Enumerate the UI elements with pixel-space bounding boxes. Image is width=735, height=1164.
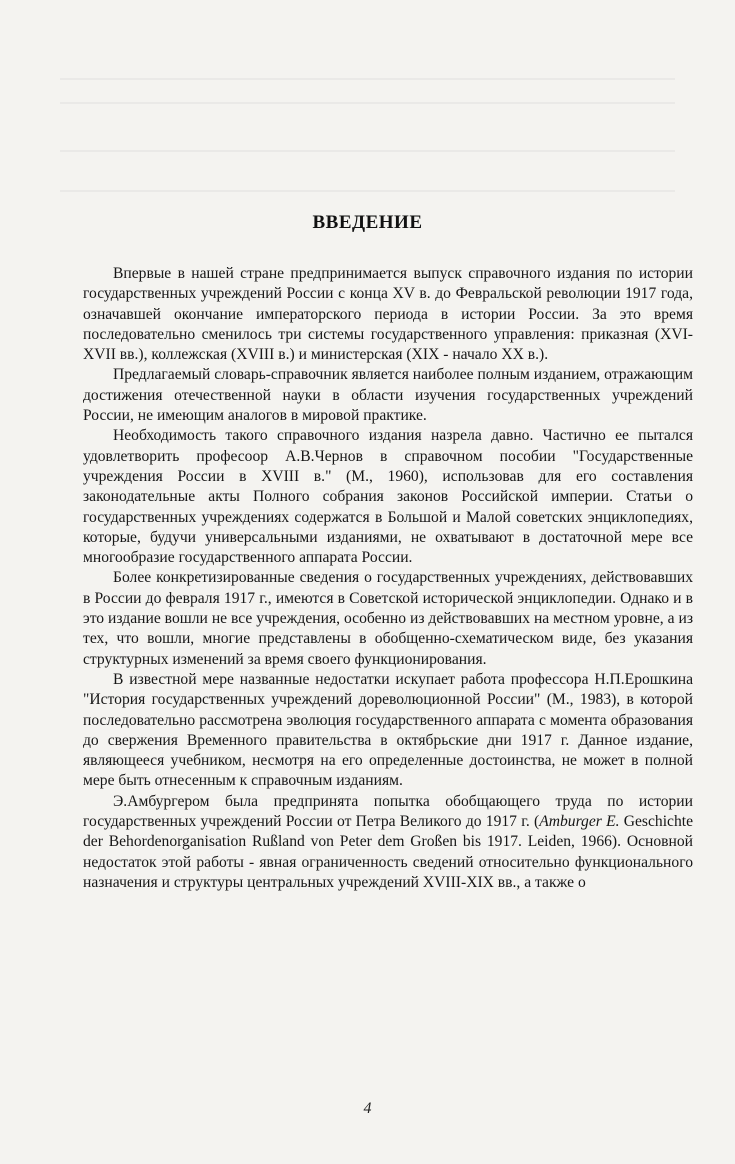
bleed-through-line xyxy=(60,102,675,104)
page-title: ВВЕДЕНИЕ xyxy=(312,212,423,233)
paragraph: Предлагаемый словарь-справочник является наиболее полным изданием, отражающим достижения отечественной науки в области изучения государственных учреждений России, не имеющим аналогов в мировой практике. xyxy=(83,366,693,425)
author-citation: Amburger E. xyxy=(539,813,620,831)
paragraph: Более конкретизированные сведения о государственных учреждениях, действовавших в России до февраля 1917 г., имеются в Советской исторической энциклопедии. Однако и в это издание вошли не все учреждения, особенно из действовавших на местном уровне, а из тех, что вошли, многие представлены в обобщенно-схематическом виде, без указания структурных изменений за время своего функционирования. xyxy=(83,569,693,668)
paragraph-text: Geschichte der Behordenorganisation Rußland von Peter dem Großen bis 1917. Leiden, 1966). Основной недостаток этой работы - явная ограниченность сведений относительно функционального назначения и структуры центральных учреждений XVIII-XIX вв., а также о xyxy=(83,813,694,891)
bleed-through-line xyxy=(60,150,675,152)
paragraph: В известной мере названные недостатки искупает работа профессора Н.П.Ерошкина "История государственных учреждений дореволюционной России" (М., 1983), в которой последовательно рассмотрена эволюция государственного аппарата с момента образования до свержения Временного правительства в октябрьские дни 1917 г. Данное издание, являющееся учебником, несмотря на его определенные достоинства, не может в полной мере быть отнесенным к справочным изданиям. xyxy=(83,670,693,790)
page-number: 4 xyxy=(363,1100,372,1117)
paragraph-amburger xyxy=(83,792,693,893)
body-text xyxy=(83,264,693,893)
bleed-through-line xyxy=(60,78,675,80)
bleed-through-line xyxy=(60,190,675,192)
paragraph-text: Э.Амбургером была предпринята попытка обобщающего труда по истории государственных учреждений России от Петра Великого до 1917 г. ( xyxy=(83,792,693,831)
paragraph: Необходимость такого справочного издания назрела давно. Частично ее пытался удовлетворить професоор А.В.Чернов в справочном пособии "Государственные учреждения России в XVIII в." (М., 1960), использовав для его составления законодательные акты Полного собрания законов Российской империи. Статьи о государственных учреждениях содержатся в Большой и Малой советских энциклопедиях, которые, будучи универсальными изданиями, не охватывают в достаточной мере все многообразие государственного аппарата России. xyxy=(83,427,693,567)
paragraph: Впервые в нашей стране предпринимается выпуск справочного издания по истории государственных учреждений России с конца XV в. до Февральской революции 1917 года, означавшей окончание императорского периода в истории России. За это время последовательно сменилось три системы государственного управления: приказная (XVI-XVII вв.), коллежская (XVIII в.) и министерская (XIX - начало XX в.). xyxy=(83,265,693,364)
